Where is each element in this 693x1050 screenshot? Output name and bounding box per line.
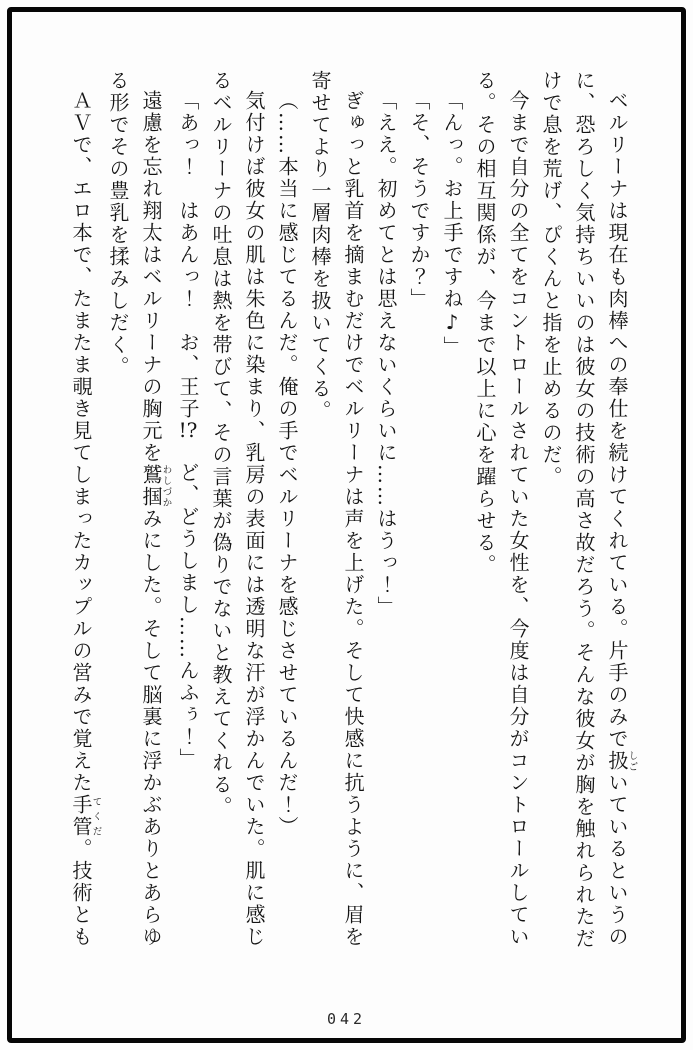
- paragraph: ベルリーナは現在も肉棒への奉仕を続けてくれている。片手のみで扱しごいているというのに、恐ろしく気持ちいいのは彼女の技術の高さ故だろう。そんな彼女が胸を触れられただけで息を荒げ、ぴくんと指を止めるのだ。: [539, 70, 638, 950]
- paragraph: 「そ、そうですか？」: [407, 90, 431, 310]
- paragraph: 気付けば彼女の肌は朱色に染まり、乳房の表面には透明な汗が浮かんでいた。肌に感じるベルリーナの吐息は熱を帯びて、その言葉が偽りでないと教えてくれる。: [209, 70, 266, 948]
- paragraph: 今まで自分の全てをコントロールされていた女性を、今度は自分がコントロールしている。その相互関係が、今まで以上に心を躍らせる。: [473, 70, 530, 948]
- paragraph: ぎゅっと乳首を摘まむだけでベルリーナは声を上げた。そして快感に抗うように、眉を寄せてより一層肉棒を扱いてくる。: [308, 70, 365, 948]
- paragraph: 「んっ。お上手ですね♪」: [440, 90, 464, 358]
- ruby-annotated-word: 手管てくだ: [69, 794, 102, 838]
- ruby-annotated-word: 扱しご: [605, 750, 638, 772]
- paragraph: （……本当に感じてるんだ。俺の手でベルリーナを感じさせているんだ！）: [275, 90, 299, 838]
- paragraph: 「あっ！ はあんっ！ お、王子!? ど、どうしまし……んふぅ！」: [176, 90, 200, 770]
- paragraph: 遠慮を忘れ翔太はベルリーナの胸元を鷲掴わしづかみにした。そして脳裏に浮かぶありとあらゆる形でその豊乳を揉みしだく。: [106, 70, 172, 948]
- tate-chu-yoko: !?: [178, 420, 198, 440]
- ruby-annotated-word: 鷲掴わしづか: [139, 464, 172, 508]
- body-text: [57, 70, 637, 956]
- page-number: 042: [326, 1010, 367, 1028]
- paragraph: 「ええ。初めてとは思えないくらいに……はうっ！」: [374, 90, 398, 618]
- paragraph: ＡＶで、エロ本で、たまたま覗き見てしまったカップルの営みで覚えた手管てくだ。技術とも: [69, 90, 102, 948]
